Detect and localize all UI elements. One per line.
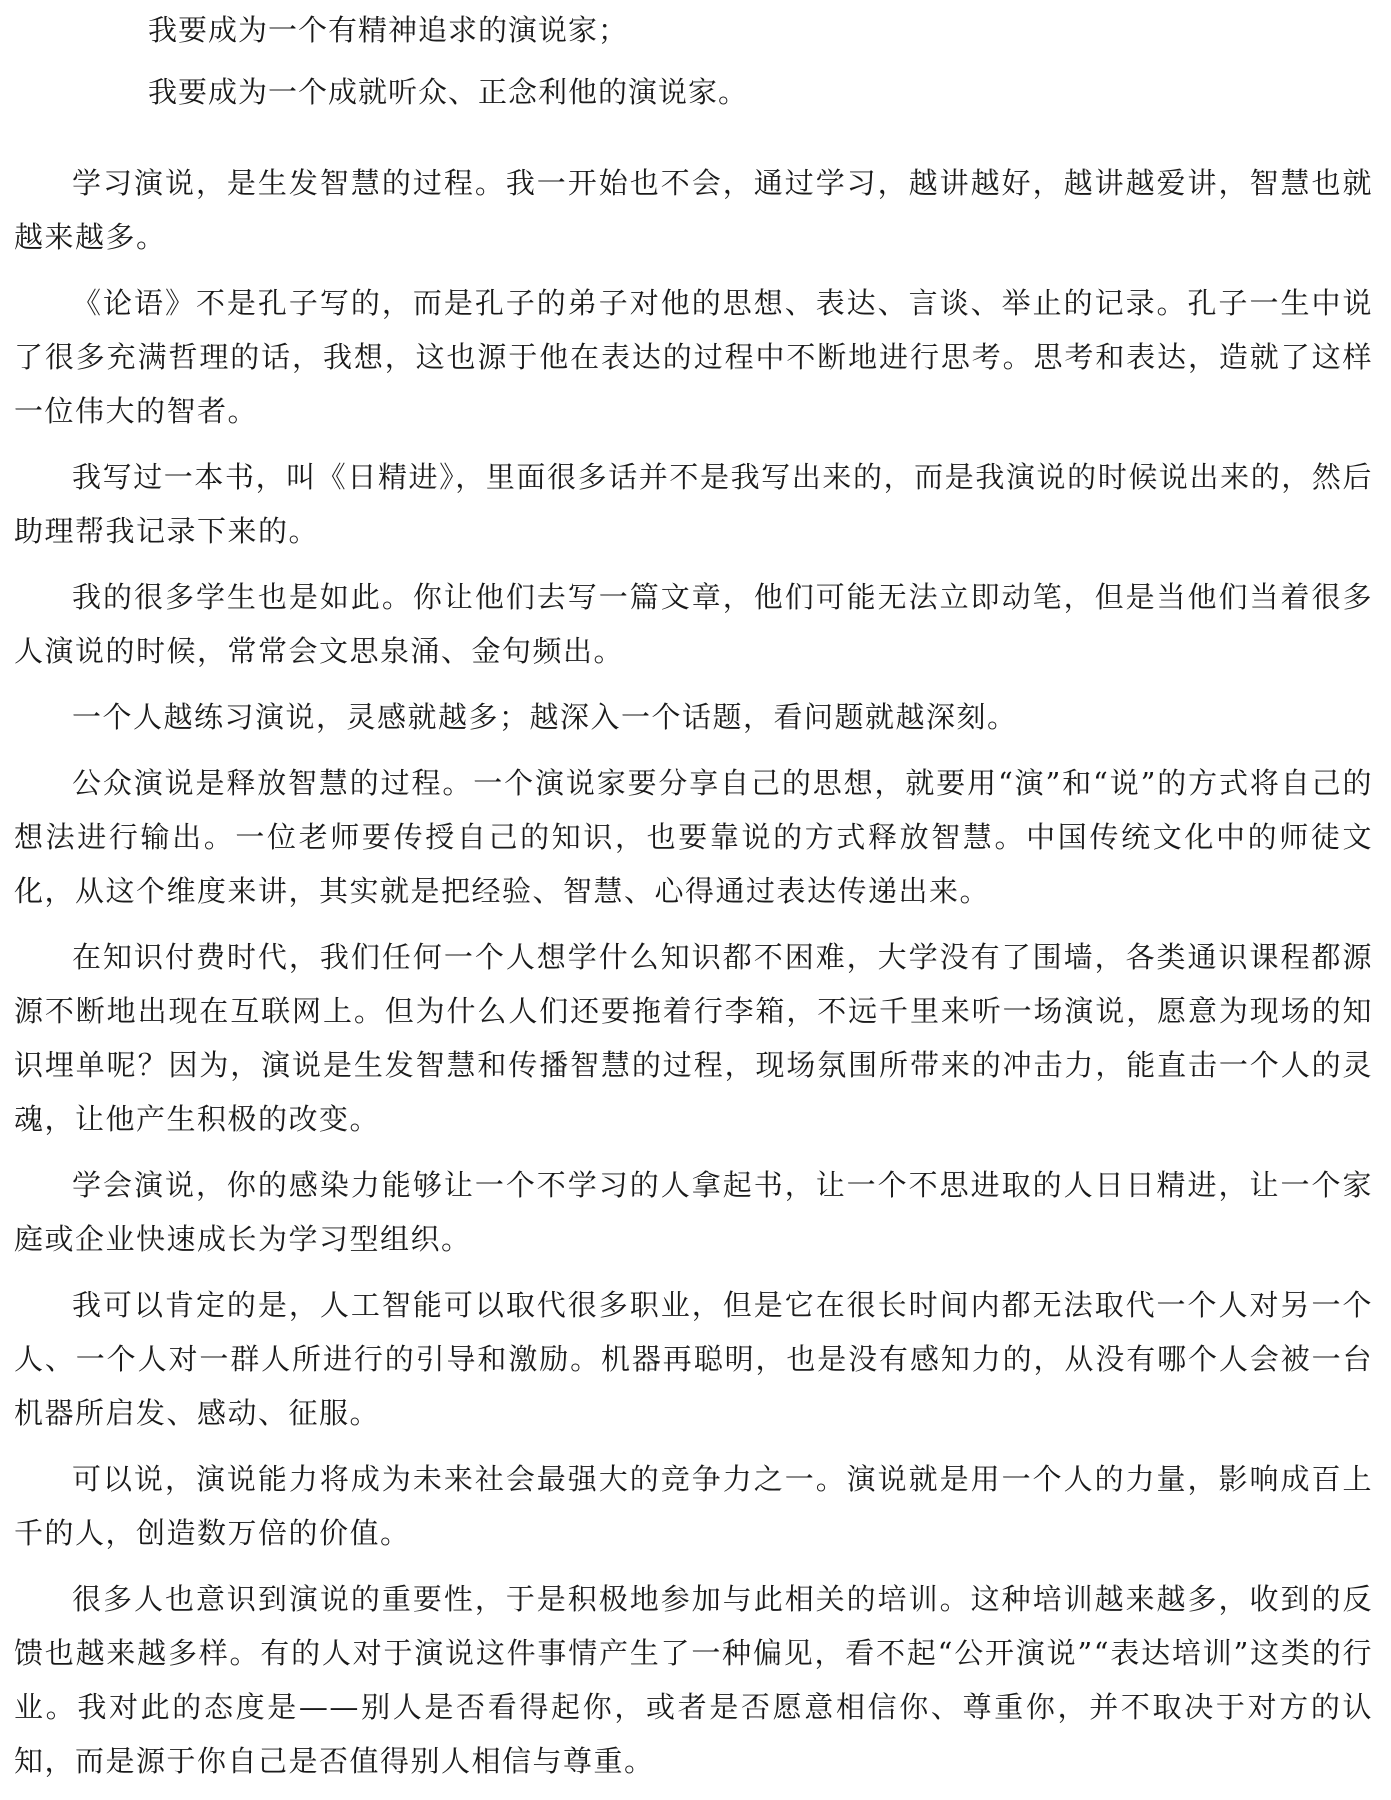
intro-line: 我要成为一个有精神追求的演说家；: [148, 13, 629, 47]
body-paragraph: 学会演说，你的感染力能够让一个不学习的人拿起书，让一个不思进取的人日日精进，让一个家庭或企业快速成长为学习型组织。: [14, 1168, 1373, 1256]
body-paragraph: 在知识付费时代，我们任何一个人想学什么知识都不困难，大学没有了围墙，各类通识课程都源源不断地出现在互联网上。但为什么人们还要拖着行李箱，不远千里来听一场演说，愿意为现场的知识埋单呢？因为，演说是生发智慧和传播智慧的过程，现场氛围所带来的冲击力，能直击一个人的灵魂，让他产生积极的改变。: [14, 940, 1373, 1136]
body-paragraph: 我的很多学生也是如此。你让他们去写一篇文章，他们可能无法立即动笔，但是当他们当着很多人演说的时候，常常会文思泉涌、金句频出。: [14, 580, 1373, 668]
body-paragraph: 公众演说是释放智慧的过程。一个演说家要分享自己的思想，就要用“演”和“说”的方式将自己的想法进行输出。一位老师要传授自己的知识，也要靠说的方式释放智慧。中国传统文化中的师徒文化，从这个维度来讲，其实就是把经验、智慧、心得通过表达传递出来。: [14, 766, 1373, 908]
body-paragraph: 可以说，演说能力将成为未来社会最强大的竞争力之一。演说就是用一个人的力量，影响成百上千的人，创造数万倍的价值。: [14, 1462, 1373, 1550]
intro-line: 我要成为一个成就听众、正念利他的演说家。: [148, 75, 749, 109]
body-paragraph: 我写过一本书，叫《日精进》，里面很多话并不是我写出来的，而是我演说的时候说出来的，然后助理帮我记录下来的。: [14, 460, 1373, 548]
body-paragraph: 很多人也意识到演说的重要性，于是积极地参加与此相关的培训。这种培训越来越多，收到的反馈也越来越多样。有的人对于演说这件事情产生了一种偏见，看不起“公开演说”“表达培训”这类的行业。我对此的态度是——别人是否看得起你，或者是否愿意相信你、尊重你，并不取决于对方的认知，而是源于你自己是否值得别人相信与尊重。: [14, 1582, 1373, 1778]
body-paragraph: 学习演说，是生发智慧的过程。我一开始也不会，通过学习，越讲越好，越讲越爱讲，智慧也就越来越多。: [14, 166, 1373, 254]
body-paragraph: 我可以肯定的是，人工智能可以取代很多职业，但是它在很长时间内都无法取代一个人对另一个人、一个人对一群人所进行的引导和激励。机器再聪明，也是没有感知力的，从没有哪个人会被一台机器所启发、感动、征服。: [14, 1288, 1373, 1430]
body-paragraph: 一个人越练习演说，灵感就越多；越深入一个话题，看问题就越深刻。: [72, 700, 1018, 734]
body-paragraph: 《论语》不是孔子写的，而是孔子的弟子对他的思想、表达、言谈、举止的记录。孔子一生中说了很多充满哲理的话，我想，这也源于他在表达的过程中不断地进行思考。思考和表达，造就了这样一位伟大的智者。: [14, 286, 1373, 428]
